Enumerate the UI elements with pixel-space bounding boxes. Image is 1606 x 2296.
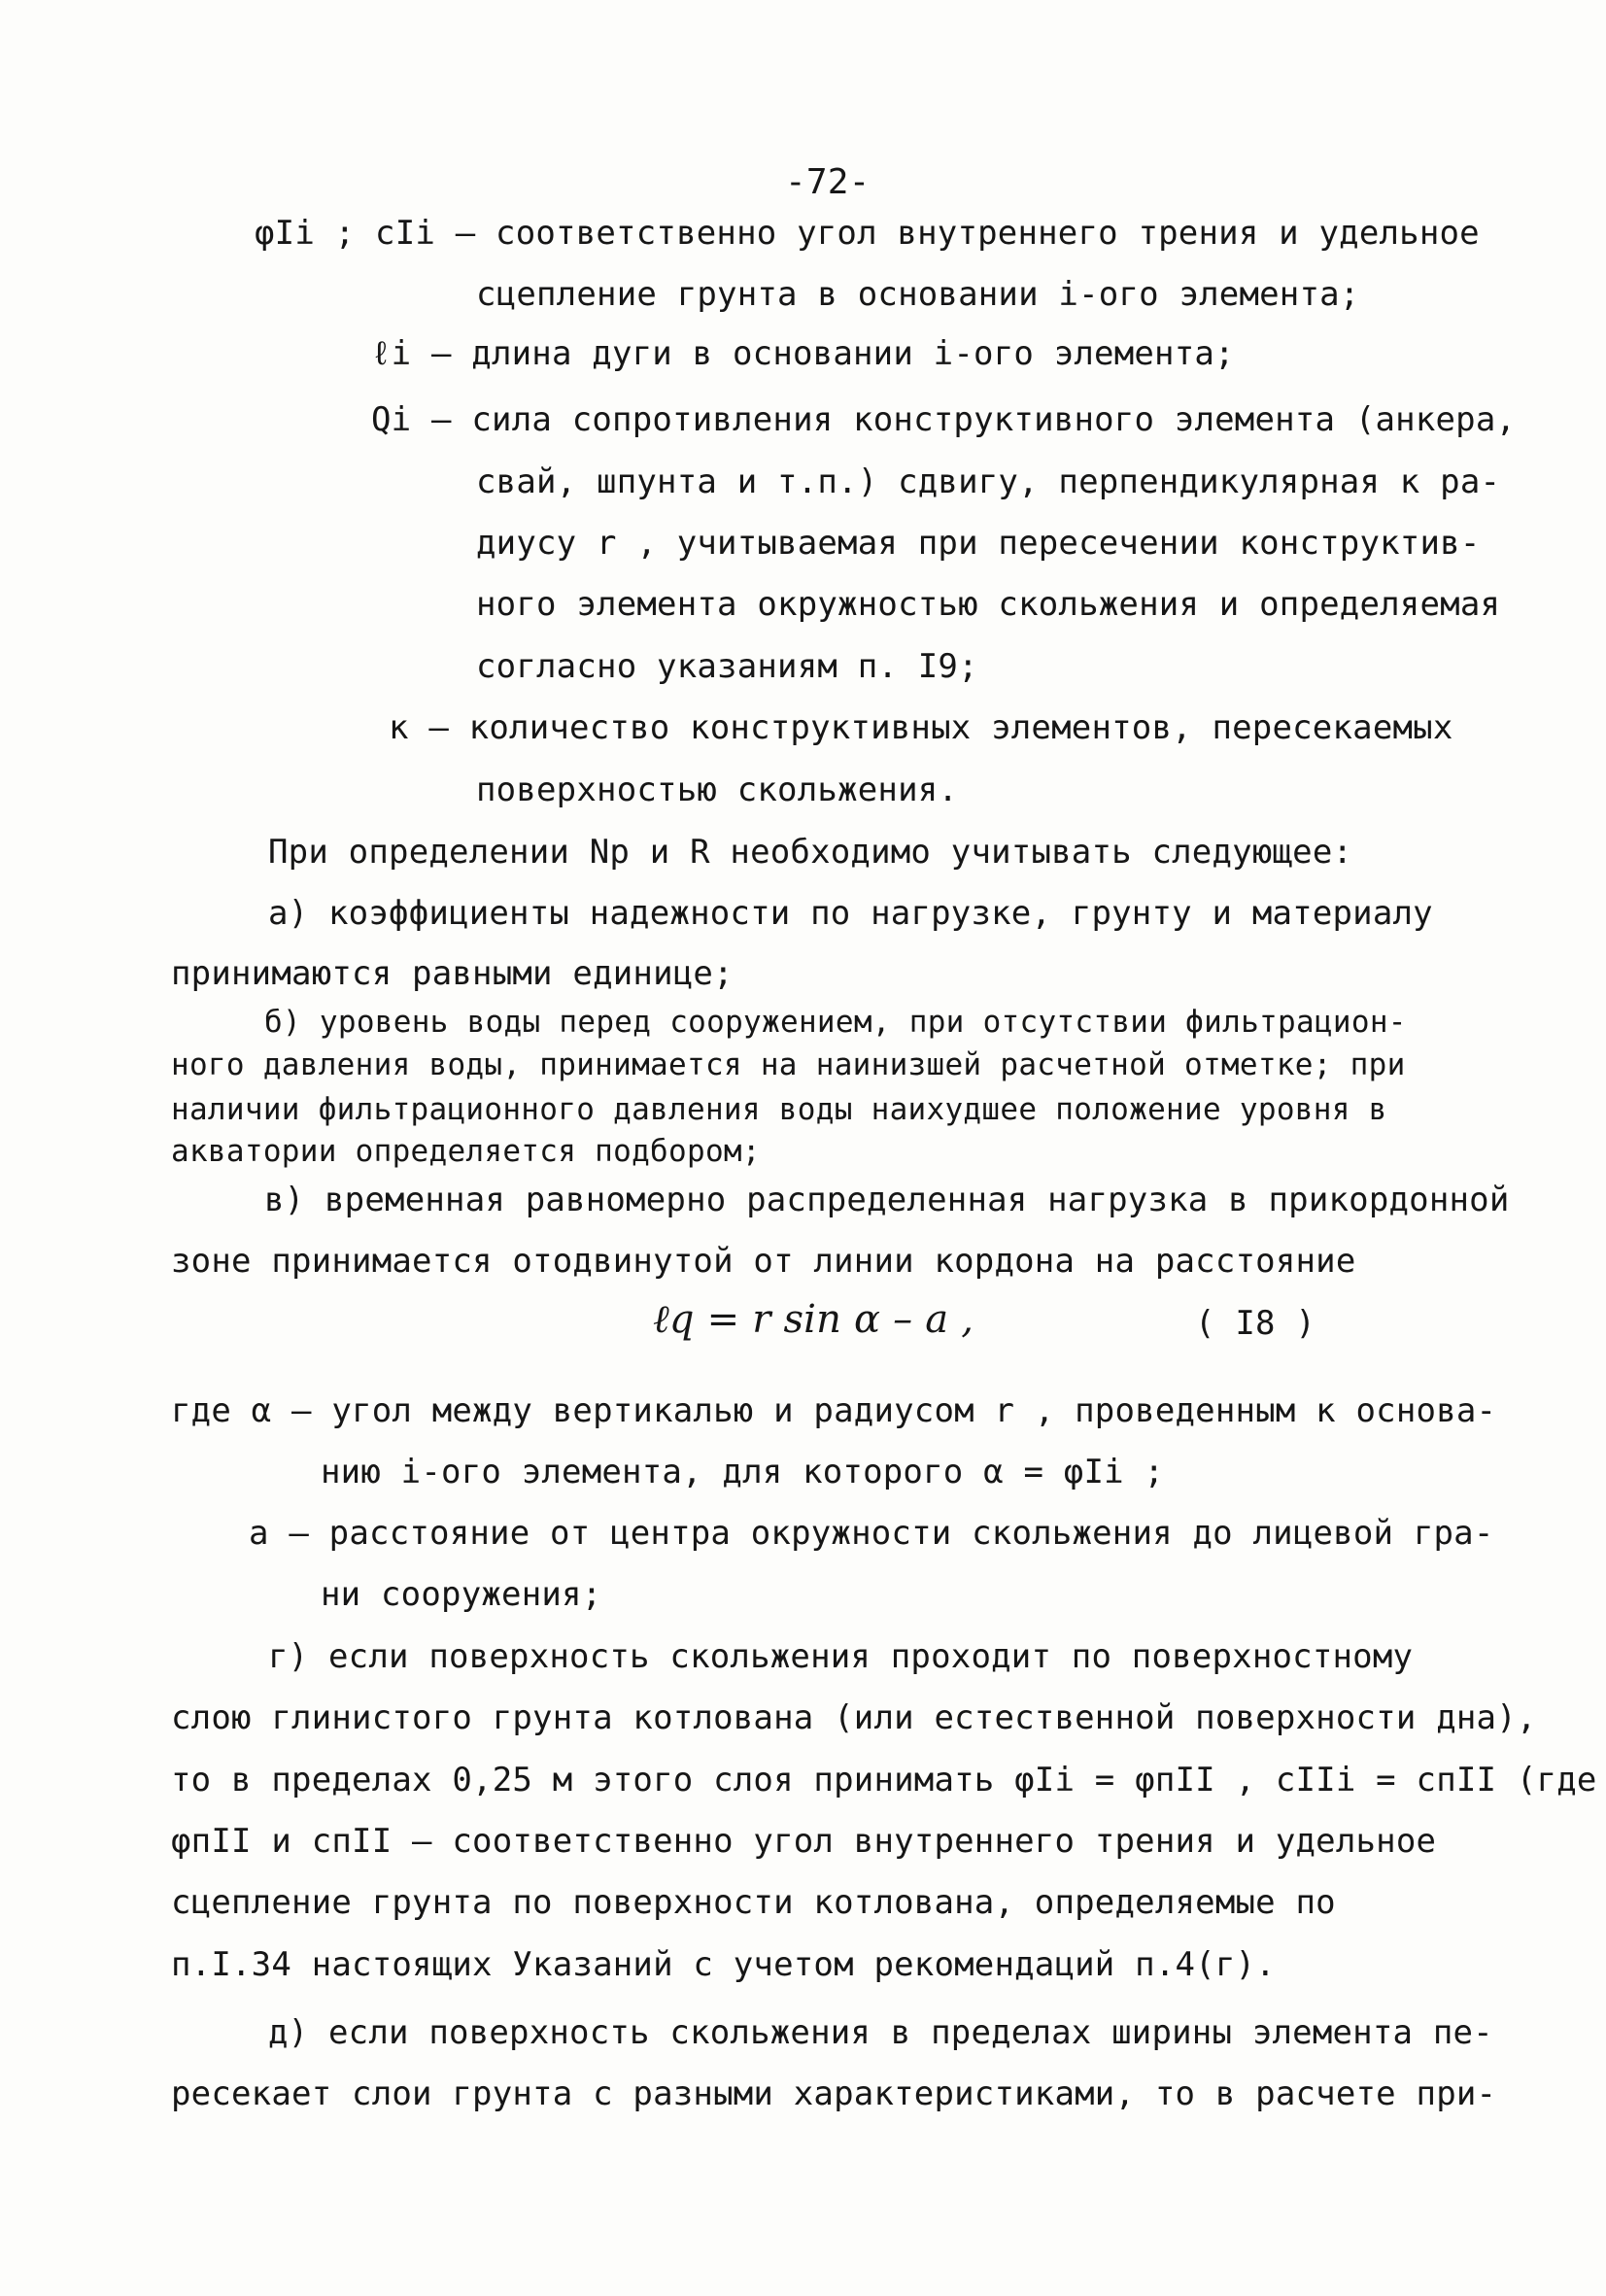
text-line: в) временная равномерно распределенная нагрузка в прикордонной — [264, 1181, 1510, 1219]
text-line: то в пределах 0,25 м этого слоя принимать φIi = φпII , cIIi = cпII (где — [171, 1761, 1597, 1799]
text-line: п.I.34 настоящих Указаний с учетом рекомендаций п.4(г). — [171, 1945, 1276, 1984]
text-line: к – количество конструктивных элементов, пересекаемых — [389, 708, 1453, 747]
formula-18: ℓq = r sin α – a , — [653, 1297, 974, 1342]
text-line: При определении Np и R необходимо учитывать следующее: — [268, 833, 1353, 872]
text-line: слою глинистого грунта котлована (или естественной поверхности дна), — [171, 1698, 1537, 1737]
text-line: принимаются равными единице; — [171, 954, 734, 993]
text-line: a – расстояние от центра окружности скольжения до лицевой гра- — [249, 1514, 1494, 1553]
text-line: ного элемента окружностью скольжения и определяемая — [476, 585, 1501, 624]
equation-number: ( I8 ) — [1195, 1304, 1316, 1343]
text-line: φпII и cпII – соответственно угол внутреннего трения и удельное — [171, 1822, 1437, 1861]
text-line: согласно указаниям п. I9; — [476, 647, 978, 686]
page-number: -72- — [785, 162, 871, 202]
text-line: б) уровень воды перед сооружением, при отсутствии фильтрацион- — [264, 1005, 1407, 1040]
text-line: свай, шпунта и т.п.) сдвигу, перпендикулярная к ра- — [476, 463, 1501, 501]
text-line: диусу r , учитываемая при пересечении конструктив- — [476, 524, 1481, 563]
text-line: г) если поверхность скольжения проходит по поверхностному — [268, 1637, 1414, 1676]
text-line: ного давления воды, принимается на наинизшей расчетной отметке; при — [171, 1047, 1406, 1082]
text-line: ни сооружения; — [321, 1575, 602, 1614]
text-line: д) если поверхность скольжения в пределах ширины элемента пе- — [268, 2013, 1493, 2052]
text-line: Qi – сила сопротивления конструктивного элемента (анкера, — [371, 400, 1517, 439]
text-line: сцепление грунта в основании i-ого элемента; — [476, 275, 1360, 314]
text-line: где α – угол между вертикалью и радиусом r , проведенным к основа- — [171, 1391, 1497, 1430]
text-line: зоне принимается отодвинутой от линии кордона на расстояние — [171, 1242, 1356, 1281]
text-line: ресекает слои грунта с разными характеристиками, то в расчете при- — [171, 2074, 1497, 2113]
text-line: сцепление грунта по поверхности котлована, определяемые по — [171, 1883, 1336, 1922]
text-line: наличии фильтрационного давления воды наихудшее положение уровня в — [171, 1092, 1387, 1127]
text-line: нию i-ого элемента, для которого α = φIi ; — [321, 1453, 1165, 1491]
text-line: а) коэффициенты надежности по нагрузке, грунту и материалу — [268, 894, 1433, 933]
text-line: акватории определяется подбором; — [171, 1134, 761, 1169]
text-line: поверхностью скольжения. — [476, 771, 959, 809]
text-line: ℓi – длина дуги в основании i-ого элемента; — [371, 334, 1235, 373]
text-line: φIi ; cIi – соответственно угол внутреннего трения и удельное — [255, 214, 1480, 253]
